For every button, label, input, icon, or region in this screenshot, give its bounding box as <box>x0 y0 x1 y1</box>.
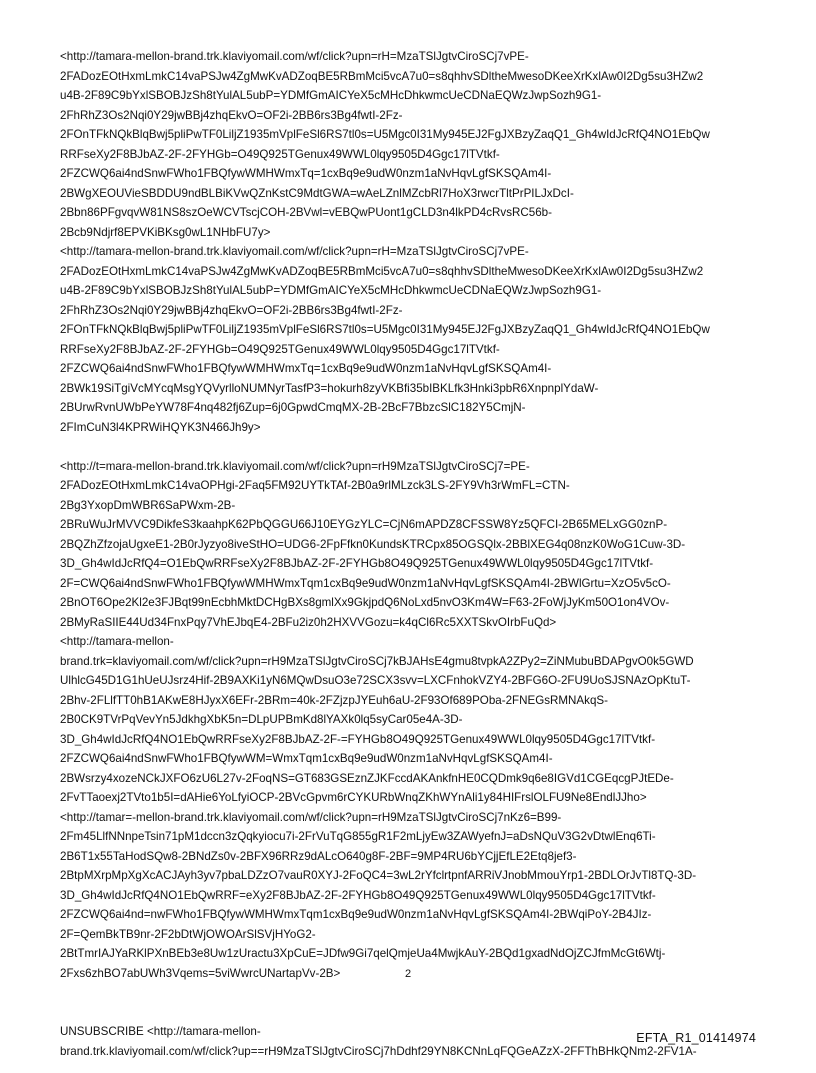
text-line: 2BMyRaSIIE44Ud34FnxPqy7VhEJbqE4-2BFu2iz0h2HXVVGozu=k4qCl6Rc5XXTSkvOIrbFuQd> <box>60 615 557 629</box>
text-line: 2Fxs6zhBO7abUWh3Vqems=5viWwrcUNartapVv-2B> <box>60 966 341 980</box>
text-line: UNSUBSCRIBE <http://tamara-mellon- <box>60 1025 261 1038</box>
text-line: 2FImCuN3l4KPRWiHQYK3N466Jh9y> <box>60 420 261 434</box>
tracking-link-block-1 <box>60 47 772 242</box>
text-line: 2FvTTaoexj2TVto1b5I=dAHie6YoLfyiOCP-2BVcGpvm6rCYKURbWnqZKhWYnAli1y84HIFrslOLFU9Ne8EndlJJho> <box>60 791 647 804</box>
email-body-text <box>60 47 772 1061</box>
text-line: 2B6T1x55TaHodSQw8-2BNdZs0v-2BFX96RRz9dALcO640g8F-2BF=9MP4RU6bYCjjEfLE2Etq8jef3- <box>60 849 577 863</box>
document-id-footer: EFTA_R1_01414974 <box>636 1031 756 1045</box>
text-line: 2FZCWQ6ai4ndSnwFWho1FBQfywWMHWmxTq=1cxBq9e9udW0nzm1aNvHqvLgfSKSQAm4I- <box>60 362 552 375</box>
text-line: 2BQZhZfzojaUgxeE1-2B0rJyzyo8iveStHO=UDG6-2FpFfkn0KundsKTRCpx85OGSQlx-2BBlXEG4q08nzK0WoG1Cuw-3D- <box>60 537 686 551</box>
text-line: <http://tamara-mellon-brand.trk.klaviyomail.com/wf/click?upn=rH=MzaTSlJgtvCiroSCj7vPE- <box>60 245 529 258</box>
text-line: 3D_Gh4wIdJcRfQ4NO1EbQwRRF=eXy2F8BJbAZ-2F-2FYHGb8O49Q925TGenux49WWL0lqy9505D4Ggc17lTVtkf- <box>60 888 656 902</box>
text-line: 2F=CWQ6ai4ndSnwFWho1FBQfywWMHWmxTqm1cxBq9e9udW0nzm1aNvHqvLgfSKSQAm4I-2BWlGrtu=XzO5v5cO- <box>60 576 671 590</box>
text-line: <http://t=mara-mellon-brand.trk.klaviyomail.com/wf/click?upn=rH9MzaTSlJgtvCiroSCj7=PE- <box>60 459 530 473</box>
tracking-link-block-2 <box>60 242 772 437</box>
text-line: <http://tamar=-mellon-brand.trk.klaviyomail.com/wf/click?upn=rH9MzaTSlJgtvCiroSCj7nKz6=B99- <box>60 810 562 824</box>
text-line: 2FADozEOtHxmLmkC14vaPSJw4ZgMwKvADZoqBE5RBmMci5vcA7u0=s8qhhvSDltheMwesoDKeeXrKxlAw0I2Dg5su3HZw2 <box>60 69 704 83</box>
text-line: 2FZCWQ6ai4nd=nwFWho1FBQfywWMHWmxTqm1cxBq9e9udW0nzm1aNvHqvLgfSKSQAm4I-2BWqiPoY-2B4JIz- <box>60 908 652 921</box>
text-line: 2Bbn86PFgvqvW81NS8szOeWCVTscjCOH-2BVwl=vEBQwPUont1gCLD3n4lkPD4cRvsRC56b- <box>60 206 552 219</box>
text-line: 2Fm45LlfNNnpeTsin71pM1dccn3zQqkyiocu7i-2FrVuTqG855gR1F2mLjyEw3ZAWyefnJ=aDsNQuV3G2vDtwlEnq6Ti- <box>60 830 656 843</box>
text-line: 2B0CK9TVrPqVevYn5JdkhgXbK5n=DLpUPBmKd8lYAXk0lq5syCar05e4A-3D- <box>60 713 463 726</box>
text-line: 2BRuWuJrMVVC9DikfeS3kaahpK62PbQGGU66J10EYGzYLC=CjN6mAPDZ8CFSSW8Yz5QFCI-2B65MELxGG0znP- <box>60 518 668 531</box>
text-line: <http://tamara-mellon- <box>60 635 174 648</box>
text-line: 2BUrwRvnUWbPeYW78F4nq482fj6Zup=6j0GpwdCmqMX-2B-2BcF7BbzcSlC182Y5CmjN- <box>60 401 526 414</box>
text-line: 2FOnTFkNQkBlqBwj5pliPwTF0LiljZ1935mVplFeSl6RS7tl0s=U5Mgc0I31My945EJ2FgJXBzyZaqQ1_Gh4wIdJcRfQ4NO1EbQw <box>60 128 710 141</box>
text-line: 2F=QemBkTB9nr-2F2bDtWjOWOArSlSVjHYoG2- <box>60 927 316 941</box>
text-line: u4B-2F89C9bYxlSBOBJzSh8tYulAL5ubP=YDMfGmAICYeX5cMHcDhkwmcUeCDNaEQWzJwpSozh9G1- <box>60 89 602 102</box>
paragraph-gap <box>60 983 772 1022</box>
tracking-link-block-3 <box>60 457 772 633</box>
text-line: 2BnOT6Ope2Kl2e3FJBqt99nEcbhMktDCHgBXs8gmlXx9GkjpdQ6NoLxd5nvO3Km4W=F63-2FoWjJyKm50O1on4VOv- <box>60 596 670 609</box>
text-line: 2FZCWQ6ai4ndSnwFWho1FBQfywWM=WmxTqm1cxBq9e9udW0nzm1aNvHqvLgfSKSQAm4I- <box>60 752 553 765</box>
text-line: 2Bg3YxopDmWBR6SaPWxm-2B- <box>60 498 236 512</box>
text-line: 2BtpMXrpMpXgXcACJAyh3yv7pbaLDZzO7vauR0XYJ-2FoQC4=3wL2rYfclrtpnfARRiVJnobMmouYrp1-2BDLOrJvTl8TQ-3D- <box>60 869 697 882</box>
text-line: 2FOnTFkNQkBlqBwj5pliPwTF0LiljZ1935mVplFeSl6RS7tl0s=U5Mgc0I31My945EJ2FgJXBzyZaqQ1_Gh4wIdJcRfQ4NO1EbQw <box>60 323 710 336</box>
text-line: RRFseXy2F8BJbAZ-2F-2FYHGb=O49Q925TGenux49WWL0lqy9505D4Ggc17lTVtkf- <box>60 147 500 161</box>
text-line: 2FADozEOtHxmLmkC14vaOPHgi-2Faq5FM92UYTkTAf-2B0a9rlMLzck3LS-2FY9Vh3rWmFL=CTN- <box>60 479 570 492</box>
text-line: 2BWgXEOUVieSBDDU9ndBLBiKVwQZnKstC9MdtGWA=wAeLZnlMZcbRl7HoX3rwcrTltPrPILJxDcI- <box>60 186 574 200</box>
text-line: 2FZCWQ6ai4ndSnwFWho1FBQfywWMHWmxTq=1cxBq9e9udW0nzm1aNvHqvLgfSKSQAm4I- <box>60 167 552 180</box>
text-line: 2FhRhZ3Os2Nqi0Y29jwBBj4zhqEkvO=OF2i-2BB6rs3Bg4fwtI-2Fz- <box>60 303 403 317</box>
page-number: 2 <box>404 968 412 980</box>
text-line: UlhlcG45D1G1hUeUJsrz4Hif-2B9AXKi1yN6MQwDsuO3e72SCX3svv=LXCFnhokVZY4-2BFG6O-2FU9UoSJSNAzOpKtuT- <box>60 674 691 687</box>
text-line: RRFseXy2F8BJbAZ-2F-2FYHGb=O49Q925TGenux49WWL0lqy9505D4Ggc17lTVtkf- <box>60 342 500 356</box>
paragraph-gap <box>60 437 772 457</box>
text-line: 2BWsrzy4xozeNCkJXFO6zU6L27v-2FoqNS=GT683GSEznZJKFccdAKAnkfnHE0CQDmk9q6e8IGVd1CGEqcgPJtEDe- <box>60 771 674 785</box>
text-line: 3D_Gh4wIdJcRfQ4NO1EbQwRRFseXy2F8BJbAZ-2F-=FYHGb8O49Q925TGenux49WWL0lqy9505D4Ggc17lTVtkf- <box>60 732 656 746</box>
text-line: 2Bhv-2FLlfTT0hB1AKwE8HJyxX6EFr-2BRm=40k-2FZjzpJYEuh6aU-2F93Of689POba-2FNEGsRMNAkqS- <box>60 693 608 707</box>
text-line: u4B-2F89C9bYxlSBOBJzSh8tYulAL5ubP=YDMfGmAICYeX5cMHcDhkwmcUeCDNaEQWzJwpSozh9G1- <box>60 284 602 297</box>
text-line: 2FADozEOtHxmLmkC14vaPSJw4ZgMwKvADZoqBE5RBmMci5vcA7u0=s8qhhvSDltheMwesoDKeeXrKxlAw0I2Dg5su3HZw2 <box>60 264 704 278</box>
text-line: 2BWk19SiTgiVcMYcqMsgYQVyrlloNUMNyrTasfP3=hokurh8zyVKBfi35bIBKLfk3Hnki3pbR6XnpnplYdaW- <box>60 381 599 395</box>
text-line: <http://tamara-mellon-brand.trk.klaviyomail.com/wf/click?upn=rH=MzaTSlJgtvCiroSCj7vPE- <box>60 50 529 63</box>
text-line: brand.trk.klaviyomail.com/wf/click?up==rH9MzaTSlJgtvCiroSCj7hDdhf29YN8KCNnLqFQGeAZzX-2FFThBHkQNm2-2FV1A- <box>60 1044 697 1058</box>
tracking-link-block-4 <box>60 632 772 983</box>
text-line: 2BtTmrIAJYaRKlPXnBEb3e8Uw1zUractu3XpCuE=JDfw9Gi7qelQmjeUa4MwjkAuY-2BQd1gxadNdOjZCJfmMcGt6Wtj- <box>60 947 666 960</box>
text-line: 2Bcb9Ndjrf8EPVKiBKsg0wL1NHbFU7y> <box>60 225 271 239</box>
text-line: 3D_Gh4wIdJcRfQ4=O1EbQwRRFseXy2F8BJbAZ-2F-2FYHGb8O49Q925TGenux49WWL0lqy9505D4Ggc17lTVtkf- <box>60 557 654 570</box>
text-line: brand.trk=klaviyomail.com/wf/click?upn=rH9MzaTSlJgtvCiroSCj7kBJAHsE4gmu8tvpkA2ZPy2=ZiNMubuBDAPgvO0k5GWD <box>60 654 694 668</box>
text-line: 2FhRhZ3Os2Nqi0Y29jwBBj4zhqEkvO=OF2i-2BB6rs3Bg4fwtI-2Fz- <box>60 108 403 122</box>
